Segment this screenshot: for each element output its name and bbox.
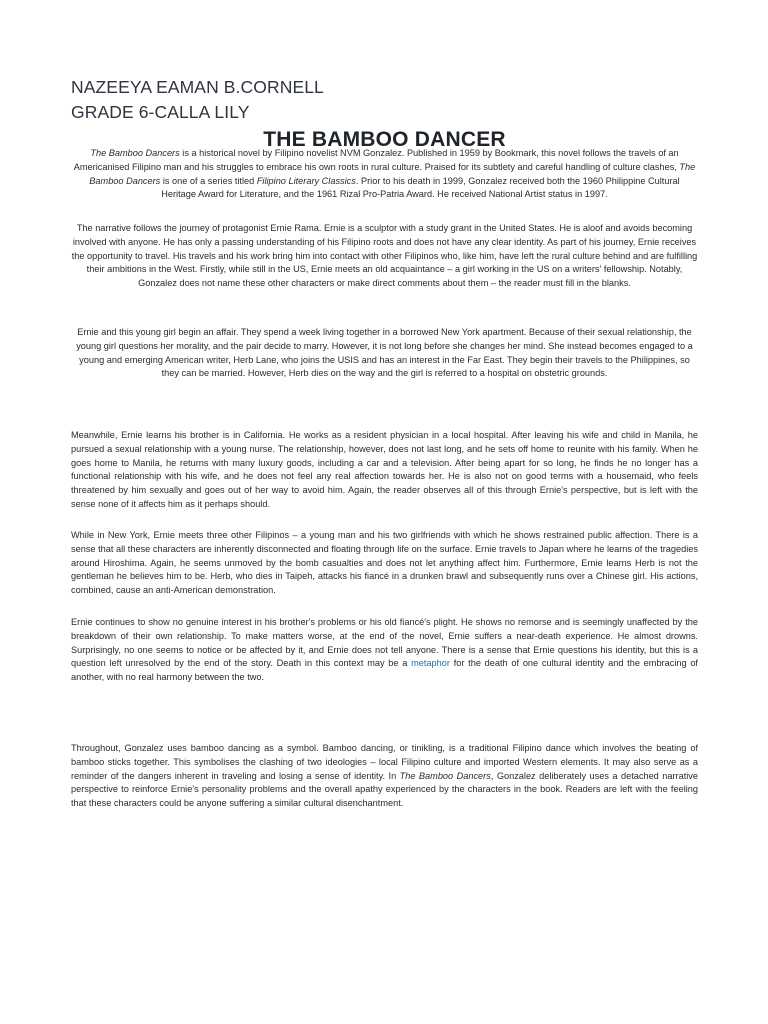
book-title-italic: The Bamboo Dancers [90,148,180,158]
student-grade: GRADE 6-CALLA LILY [71,102,250,122]
paragraph-identity [71,616,698,685]
paragraph-text: , Gonzalez deliberately uses a detached narrative perspective to reinforce Ernie's personality problems and the overall apathy experienced by the characters in the book. Readers are left with the feeling that these characters could be anyone suffering a similar cultural disenchantment. [71,770,698,809]
metaphor-link[interactable]: metaphor [411,658,450,669]
paragraph-symbolism [71,742,698,811]
paragraph-text: . Prior to his death in 1999, Gonzalez received both the 1960 Philippine Cultural Heritage Award for Literature, and the 1961 Rizal Pro-Patria Award. He received National Artist status in 1997. [161,175,680,200]
document-title: THE BAMBOO DANCER [263,128,506,151]
paragraph-brother: Meanwhile, Ernie learns his brother is in California. He works as a resident physician in a local hospital. After leaving his wife and child in Manila, he pursued a sexual relationship with a young nurse. The relationship, however, does not last long, and he sets off home to reunite with his family. When he goes home to Manila, he returns with many luxury goods, including a car and a television. After being apart for so long, he finds he no longer has a functional relationship with his wife, and he does not feel any real affection towards her. He is also not on good terms with a housemaid, who feels threatened by him sexually and goes out of her way to avoid him. Again, the reader observes all of this through Ernie's perspective, but is left with the sense none of it affects him as it perhaps should. [71,430,698,509]
student-name: NAZEEYA EAMAN B.CORNELL [71,77,324,97]
series-title-italic: Filipino Literary Classics [256,175,356,186]
paragraph-affair: Ernie and this young girl begin an affair. They spend a week living together in a borrowed New York apartment. Because of their sexual relationship, the young girl questions her morality, and the pair decide to marry. However, it is not long before she changes her mind. She instead becomes engaged to a young and emerging American writer, Herb Lane, who joins the USIS and has an interest in the Far East. They begin their travels to the Philippines, so they can be married. However, Herb dies on the way and the girl is referred to a hospital on obstetric grounds. [76,327,693,379]
paragraph-text: is one of a series titled [160,175,257,186]
book-title-italic: The Bamboo Dancers [89,161,696,186]
paragraph-new-york: While in New York, Ernie meets three other Filipinos – a young man and his two girlfriends with which he shows restrained public affection. There is a sense that all these characters are inherently disconnected and floating through life on the surface. Ernie travels to Japan where he learns of the tragedies around Hiroshima. Again, he seems unmoved by the bomb casualties and does not let anything affect him. Furthermore, Ernie learns Herb is not the gentleman he believes him to be. Herb, who dies in Taipeh, attacks his fiancé in a drunken brawl and subsequently runs over a Chinese girl. His actions, combined, cause an anti-American demonstration. [71,530,698,596]
paragraph-text: is a historical novel by Filipino novelist NVM Gonzalez. Published in 1959 by Bookmark, this novel follows the travels of an Americanised Filipino man and his struggles to embrace his own roots in rural culture. Praised for its subtlety and careful handling of culture clashes, [73,148,680,172]
paragraph-text: for the death of one cultural identity and the embracing of another, with no real harmony between the two. [71,658,698,683]
paragraph-narrative: The narrative follows the journey of protagonist Ernie Rama. Ernie is a sculptor with a study grant in the United States. He is aloof and avoids becoming involved with anyone. He has only a passing understanding of his Filipino roots and does not have any clear identity. As part of his journey, Ernie receives the opportunity to travel. His travels and his work bring him into contact with other Filipinos who, like him, have left the rural culture behind and are fulfilling their ambitions in the West. Firstly, while still in the US, Ernie meets an old acquaintance – a girl working in the US on a writers' fellowship. Notably, Gonzalez does not name these other characters or make direct comments about them – the reader must fill in the blanks. [71,223,698,289]
paragraph-text: Ernie continues to show no genuine interest in his brother's problems or his old fiancé's plight. He shows no remorse and is seemingly unaffected by the breakdown of their own relationship. To make matters worse, at the end of the novel, Ernie suffers a near-death experience. He almost drowns. Surprisingly, no one seems to notice or be affected by it, and Ernie does not tell anyone. There is a sense that Ernie questions his identity, but this is a question left unresolved by the end of the story. Death in this context may be a [71,617,698,669]
paragraph-intro [71,147,698,202]
paragraph-text: Throughout, Gonzalez uses bamboo dancing as a symbol. Bamboo dancing, or tinikling, is a traditional Filipino dance which involves the beating of bamboo sticks together. This symbolises the clashing of two ideologies – local Filipino culture and imported Western elements. It may also serve as a reminder of the dangers inherent in traveling and losing a sense of identity. In [71,743,698,781]
book-title-italic: The Bamboo Dancers [399,770,491,781]
